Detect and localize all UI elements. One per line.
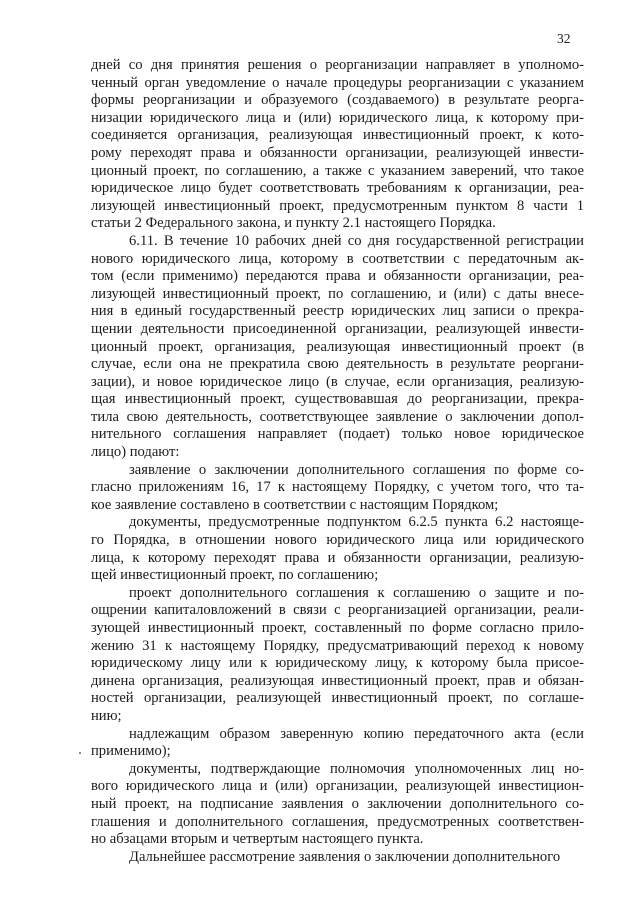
text-line: зующей инвестиционный проект, составленный по форме согласно прило- <box>91 620 584 636</box>
text-line: нового юридического лица, которому в соответствии с передаточным ак- <box>91 250 584 267</box>
text-line: нительного соглашения направляет (подает) только новое юридическое <box>91 426 584 443</box>
text-line: том (если применимо) передаются права и обязанности организации, реа- <box>91 268 584 285</box>
text-line: щении деятельности присоединенной организации, реализующей инвести- <box>91 320 584 337</box>
text-line: зации), и новое юридическое лицо (в случае, если организация, реализую- <box>91 373 584 390</box>
text-line: ционный проект, организация, реализующая инвестиционный проект (в <box>91 338 584 355</box>
text-line: Дальнейшее рассмотрение заявления о заключении дополнительного <box>129 848 561 865</box>
text-line: глашения и дополнительного соглашения, предусмотренных соответствен- <box>91 813 584 830</box>
text-line: соединяется организация, реализующая инвестиционный проект, к кото- <box>91 127 584 144</box>
paragraph <box>91 585 584 726</box>
text-line: кое заявление составлено в соответствии с настоящим Порядком; <box>91 496 499 513</box>
text-line: тила свою деятельность, соответствующее заявление о заключении допол- <box>91 408 584 425</box>
text-line: динена организация, реализующая инвестиционный проект, прав и обязан- <box>91 672 584 689</box>
text-line: щая инвестиционный проект, существовавшая до реорганизации, прекра- <box>91 391 584 408</box>
text-line: формы реорганизации и образуемого (создаваемого) в результате реорга- <box>91 92 584 109</box>
paragraph <box>91 726 584 761</box>
text-line: ностей организации, реализующей инвестиционный проект, по соглаше- <box>91 690 584 707</box>
document-body <box>91 57 584 866</box>
text-line: лизующей инвестиционный проект, предусмотренным пунктом 8 части 1 <box>91 197 584 214</box>
paragraph <box>91 761 584 849</box>
text-line: случае, если она не прекратила свою деятельность в результате реоргани- <box>91 356 584 373</box>
text-line: юридическое лицо будет соответствовать требованиям к организации, реа- <box>91 180 584 197</box>
text-line: вого юридического лица и (или) организации, реализующей инвестицион- <box>91 778 584 795</box>
text-line: заявление о заключении дополнительного соглашения по форме со- <box>129 461 584 478</box>
text-line: ния в единый государственный реестр юридических лиц записи о прекра- <box>91 303 584 320</box>
paragraph <box>91 849 584 867</box>
text-line: щей инвестиционный проект, по соглашению; <box>91 567 379 584</box>
text-line: нию; <box>91 707 122 724</box>
paragraph <box>91 233 584 462</box>
text-line: низации юридического лица и (или) юридического лица, к которому при- <box>91 109 584 126</box>
page-number: 32 <box>557 31 571 46</box>
paragraph <box>91 514 584 584</box>
text-line: 6.11. В течение 10 рабочих дней со дня государственной регистрации <box>129 232 584 249</box>
text-line: документы, подтверждающие полномочия уполномоченных лиц но- <box>129 760 584 777</box>
text-line: надлежащим образом заверенную копию передаточного акта (если <box>129 725 584 742</box>
text-line: юридическому лицу или к юридическому лицу, к которому была присое- <box>91 655 584 672</box>
text-line: документы, предусмотренные подпунктом 6.2.5 пункта 6.2 настояще- <box>129 514 584 531</box>
text-line: ощрении капиталовложений в связи с реорганизацией организации, реали- <box>91 602 584 619</box>
paragraph <box>91 462 584 515</box>
text-line: дней со дня принятия решения о реорганизации направляет в уполномо- <box>91 57 584 73</box>
text-line: лицо) подают: <box>91 444 180 461</box>
text-line: применимо); <box>91 743 171 760</box>
text-line: но абзацами вторым и четвертым настоящего пункта. <box>91 831 424 848</box>
text-line: гласно приложениям 16, 17 к настоящему Порядку, с учетом того, что та- <box>91 479 584 496</box>
text-line: проект дополнительного соглашения к соглашению о защите и по- <box>129 584 584 601</box>
text-line: жению 31 к настоящему Порядку, предусматривающий переход к новому <box>91 637 584 654</box>
text-line: рому переходят права и обязанности организации, реализующей инвести- <box>91 144 584 161</box>
text-line: ный проект, на подписание заявления о заключении дополнительного со- <box>91 795 584 812</box>
text-line: ционный проект, по соглашению, а также с указанием заверений, что такое <box>91 162 584 179</box>
text-line: статьи 2 Федерального закона, и пункту 2.1 настоящего Порядка. <box>91 215 496 232</box>
text-line: ченный орган уведомление о начале процедуры реорганизации с указанием <box>91 74 584 91</box>
text-line: го Порядка, в отношении нового юридического лица или юридического <box>91 532 584 549</box>
text-line: лица, к которому переходят права и обязанности организации, реализую- <box>91 549 584 566</box>
margin-mark <box>79 752 81 754</box>
text-line: лизующей инвестиционный проект, по соглашению, и (или) с даты внесе- <box>91 285 584 302</box>
paragraph <box>91 57 584 233</box>
